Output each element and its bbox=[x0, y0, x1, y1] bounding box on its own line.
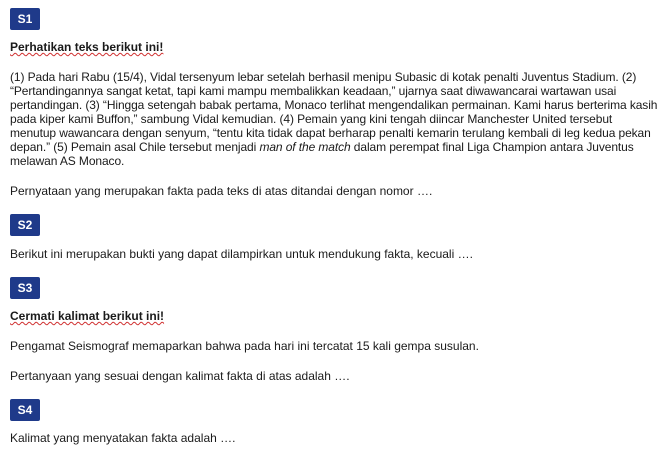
s2-question bbox=[10, 247, 658, 261]
s3-question bbox=[10, 369, 658, 383]
s1-instruction bbox=[10, 40, 658, 54]
s2-question-text: Berikut ini merupakan bukti yang dapat dilampirkan untuk mendukung fakta, kecuali …. bbox=[10, 247, 473, 261]
s3-instruction-text: Cermati kalimat berikut ini! bbox=[10, 309, 165, 323]
s3-instruction bbox=[10, 309, 658, 323]
s1-passage-main: (1) Pada hari Rabu (15/4), Vidal tersenyum lebar setelah berhasil menipu Subasic di kotak penalti Juventus Stadium. (2) “Pertandingannya sangat ketat, tapi kami mampu membalikkan keadaan,” ujarnya saat diwawancarai wartawan usai pertandingan. (3) “Hingga setengah babak pertama, Monaco terlihat mengendalikan permainan. Kami harus berterima kasih pada kiper kami Buffon,” sambung Vidal kemudian. (4) Pemain yang kini tengah diincar Manchester United tersebut menutup wawancara dengan senyum, “tentu kita tidak dapat berharap penalti kemarin terulang kembali di leg kedua pekan depan.” (5) Pemain asal Chile tersebut menjadi bbox=[10, 70, 658, 154]
s1-passage bbox=[10, 70, 658, 168]
s3-question-text: Pertanyaan yang sesuai dengan kalimat fakta di atas adalah …. bbox=[10, 369, 350, 383]
question-badge-s3: S3 bbox=[10, 277, 40, 299]
s1-instruction-text: Perhatikan teks berikut ini! bbox=[10, 40, 164, 54]
s4-question-text: Kalimat yang menyatakan fakta adalah …. bbox=[10, 431, 236, 445]
question-badge-s2: S2 bbox=[10, 214, 40, 236]
s3-statement bbox=[10, 339, 658, 353]
s1-question-text: Pernyataan yang merupakan fakta pada teks di atas ditandai dengan nomor …. bbox=[10, 184, 433, 198]
question-badge-s1: S1 bbox=[10, 8, 40, 30]
s1-passage-end: dalam perempat final Liga Champion antara Juventus melawan AS Monaco. bbox=[10, 140, 634, 168]
question-badge-s4: S4 bbox=[10, 399, 40, 421]
s4-question bbox=[10, 431, 658, 445]
s1-passage-italic: man of the match bbox=[259, 140, 351, 154]
s3-statement-text: Pengamat Seismograf memaparkan bahwa pada hari ini tercatat 15 kali gempa susulan. bbox=[10, 339, 479, 353]
s1-question bbox=[10, 184, 658, 198]
